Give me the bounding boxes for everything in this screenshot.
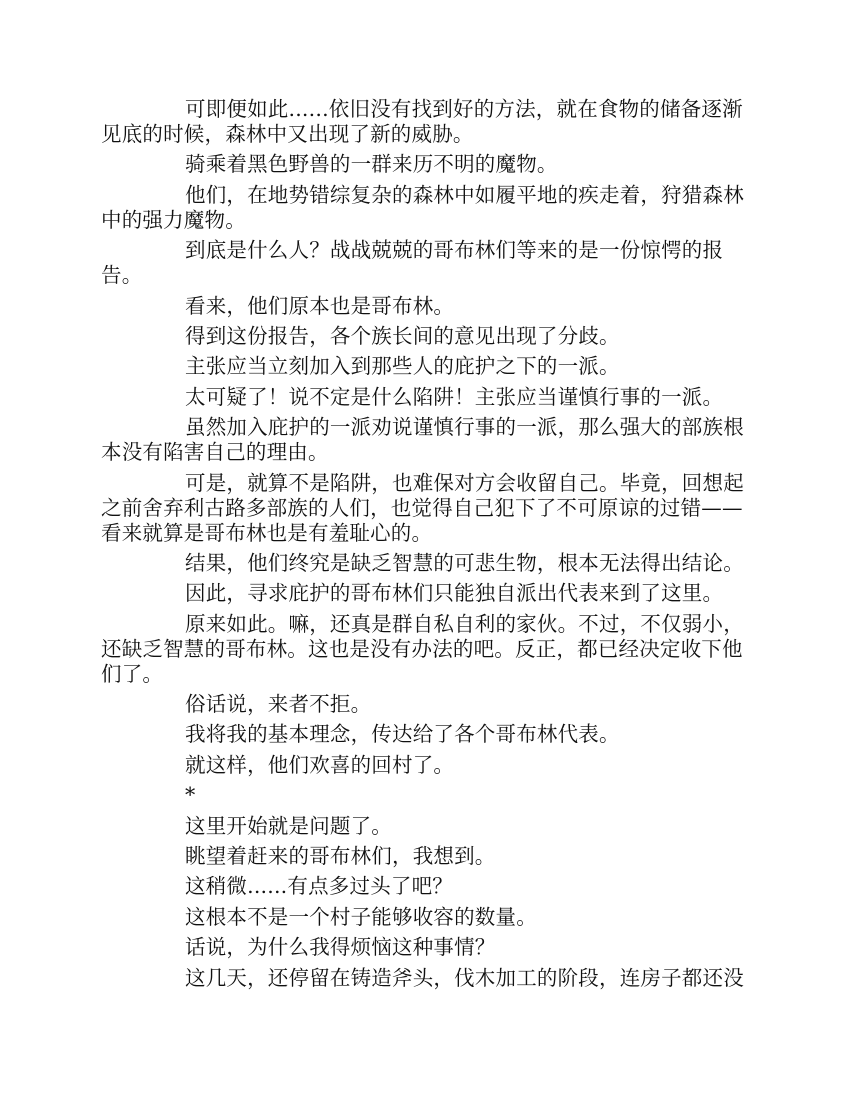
paragraph [101,581,751,606]
paragraph-first-line: * [185,783,196,808]
paragraph [101,612,751,687]
paragraph-first-line: 可是，就算不是陷阱，也难保对方会收留自己。毕竟，回想起 [185,470,744,495]
paragraph-line: 见底的时候，森林中又出现了新的威胁。 [101,122,474,146]
paragraph-first-line: 到底是什么人？战战兢兢的哥布林们等来的是一份惊愕的报 [185,238,724,263]
paragraph-first-line: 原来如此。嘛，还真是群自私自利的家伙。不过，不仅弱小， [185,611,744,636]
paragraph-first-line: 眺望着赶来的哥布林们，我想到。 [185,844,496,869]
paragraph-first-line: 主张应当立刻加入到那些人的庇护之下的一派。 [185,354,620,379]
paragraph [101,97,751,147]
paragraph [101,722,751,747]
paragraph-line: 中的强力魔物。 [101,207,246,232]
paragraph [101,814,751,839]
paragraph [101,415,751,465]
paragraph [101,152,751,177]
paragraph [101,874,751,899]
paragraph-line: 本没有陷害自己的理由。 [101,440,329,465]
paragraph-line: 之前舍弃利古路多部族的人们，也觉得自己犯下了不可原谅的过错—— [101,495,743,520]
paragraph-first-line: 骑乘着黑色野兽的一群来历不明的魔物。 [185,152,558,177]
paragraph [101,471,751,546]
paragraph [101,966,751,991]
paragraph [101,844,751,869]
paragraph [101,354,751,379]
paragraph-first-line: 他们，在地势错综复杂的森林中如履平地的疾走着，狩猎森林 [185,182,744,207]
paragraph-first-line: 可即便如此......依旧没有找到好的方法，就在食物的储备逐渐 [185,97,743,121]
document-body [101,97,751,996]
paragraph [101,935,751,960]
paragraph-first-line: 这里开始就是问题了。 [185,813,392,838]
paragraph-first-line: 话说，为什么我得烦恼这种事情？ [185,935,496,960]
paragraph-first-line: 俗话说，来者不拒。 [185,692,372,717]
paragraph [101,753,751,778]
paragraph-first-line: 得到这份报告，各个族长间的意见出现了分歧。 [185,323,620,348]
paragraph [101,385,751,410]
paragraph-line: 看来就算是哥布林也是有羞耻心的。 [101,520,433,545]
paragraph-first-line: 这稍微......有点多过头了吧？ [185,874,453,899]
paragraph [101,692,751,717]
paragraph-first-line: 太可疑了！说不定是什么陷阱！主张应当谨慎行事的一派。 [185,384,724,409]
paragraph-first-line: 我将我的基本理念，传达给了各个哥布林代表。 [185,722,620,747]
paragraph-first-line: 虽然加入庇护的一派劝说谨慎行事的一派，那么强大的部族根 [185,415,744,440]
paragraph-first-line: 结果，他们终究是缺乏智慧的可悲生物，根本无法得出结论。 [185,550,744,575]
paragraph-line: 们了。 [101,661,164,686]
paragraph-first-line: 就这样，他们欢喜的回村了。 [185,752,455,777]
paragraph [101,905,751,930]
paragraph [101,294,751,319]
paragraph [101,551,751,576]
paragraph-line: 告。 [101,263,143,288]
paragraph [101,783,751,808]
paragraph-first-line: 看来，他们原本也是哥布林。 [185,293,455,318]
paragraph-line: 还缺乏智慧的哥布林。这也是没有办法的吧。反正，都已经决定收下他 [101,636,743,661]
paragraph [101,183,751,233]
paragraph [101,238,751,288]
paragraph-first-line: 这根本不是一个村子能够收容的数量。 [185,904,537,929]
paragraph [101,324,751,349]
paragraph-first-line: 因此，寻求庇护的哥布林们只能独自派出代表来到了这里。 [185,581,724,606]
paragraph-first-line: 这几天，还停留在铸造斧头，伐木加工的阶段，连房子都还没 [185,965,744,990]
